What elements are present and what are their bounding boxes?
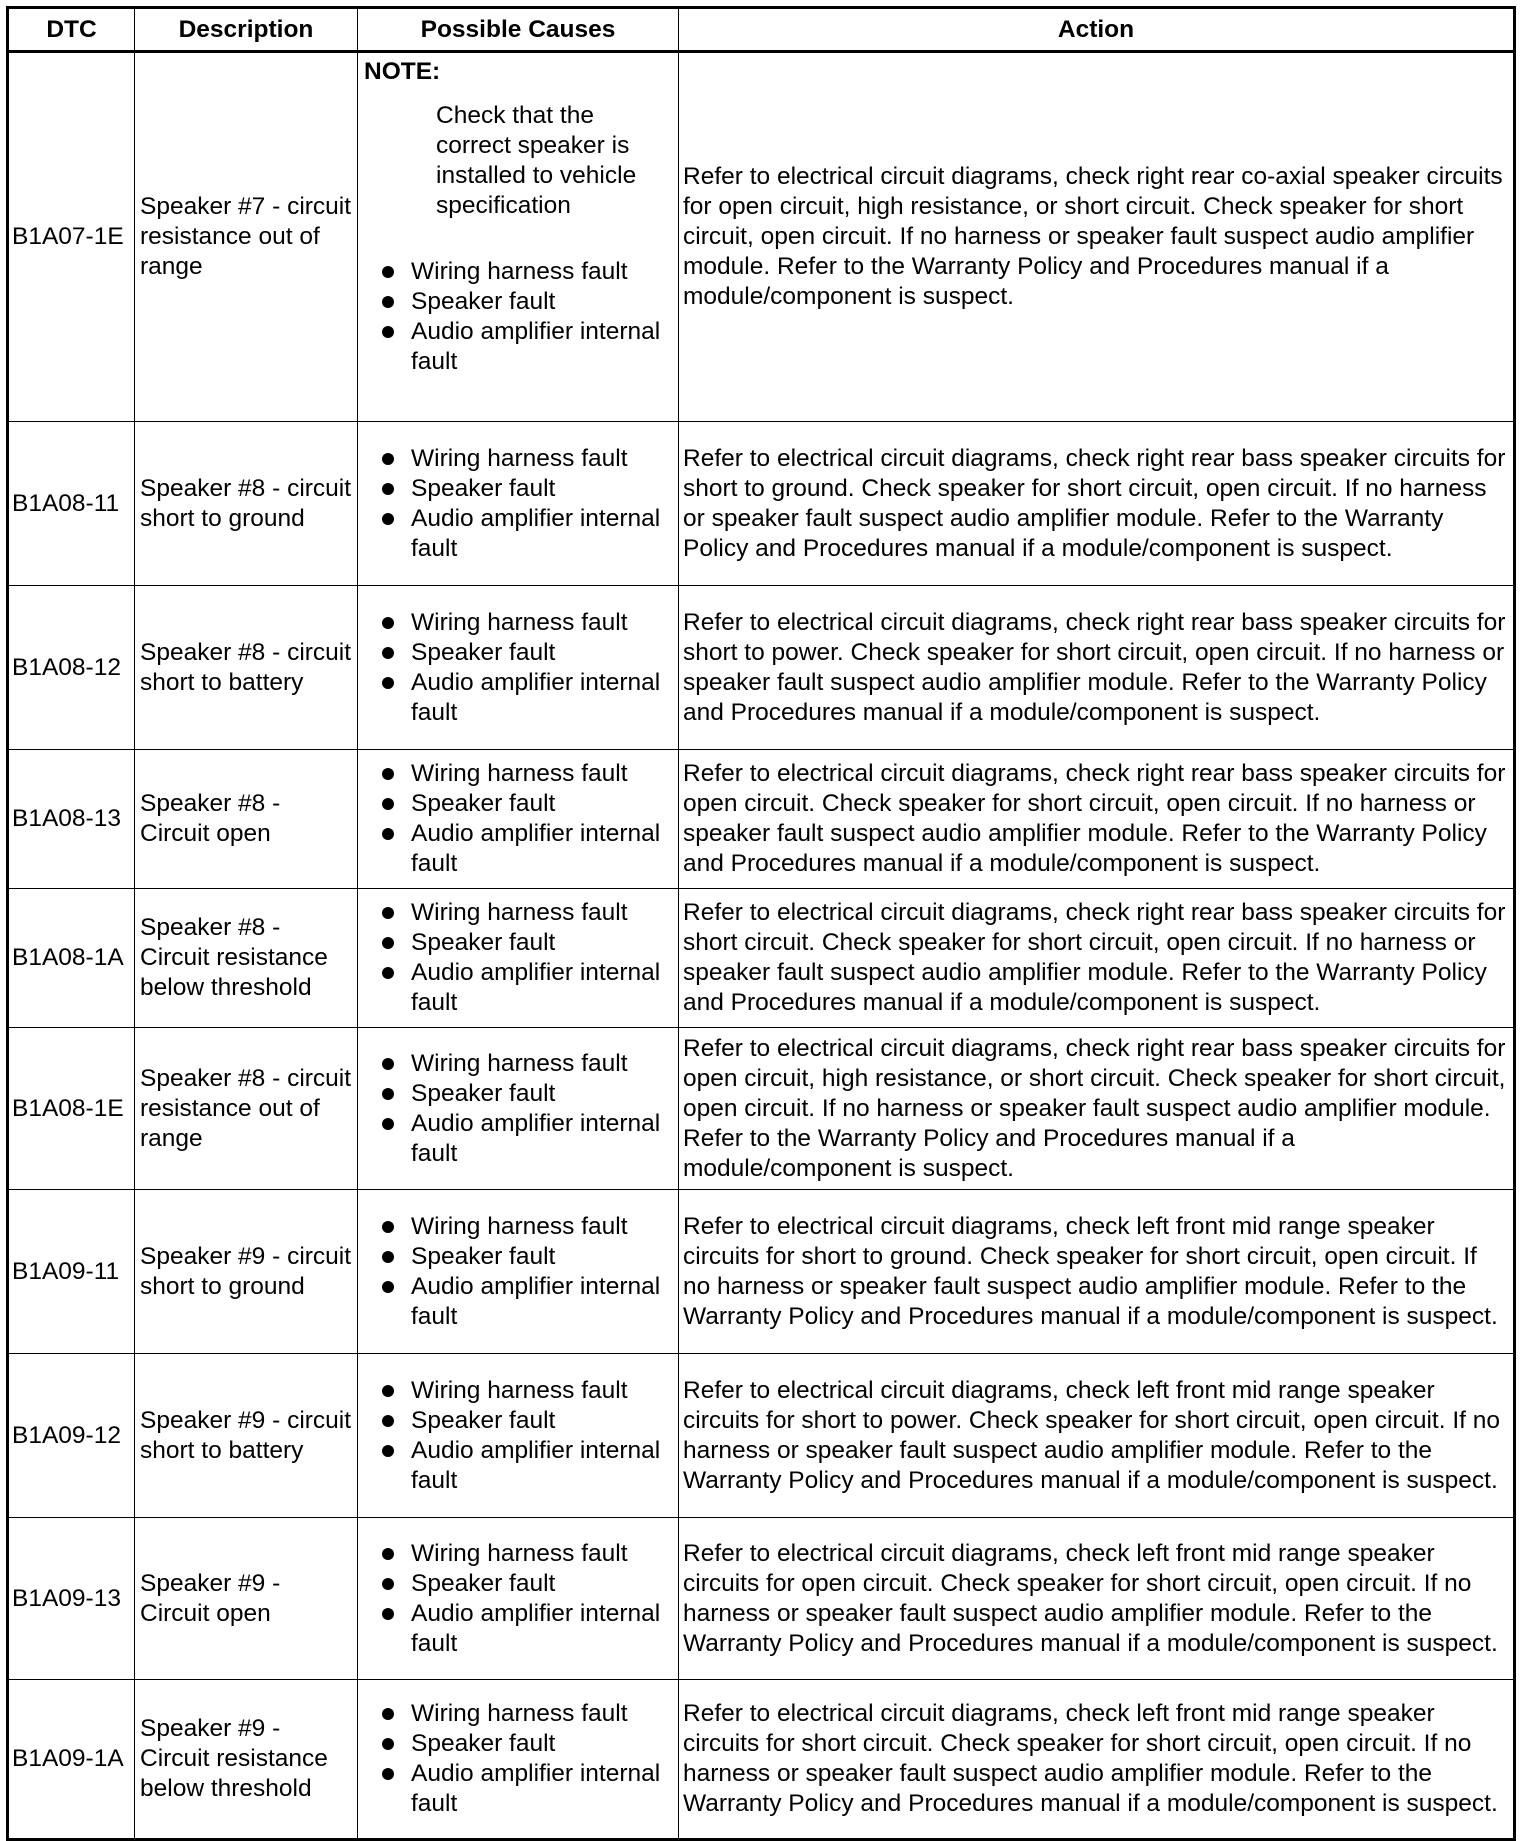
cause-item — [364, 1242, 672, 1272]
cause-text: Speaker fault — [411, 1730, 556, 1757]
bullet-icon — [382, 453, 394, 465]
possible-causes — [358, 1680, 679, 1840]
cause-item — [364, 1079, 672, 1109]
bullet-icon — [382, 483, 394, 495]
table-row — [8, 1680, 1515, 1840]
cause-item — [364, 819, 672, 879]
bullet-icon — [382, 1445, 394, 1457]
dtc-code: B1A07-1E — [8, 52, 135, 422]
cause-text: Audio amplifier internal fault — [411, 1760, 661, 1817]
cause-text: Speaker fault — [411, 474, 556, 502]
cause-item — [364, 668, 672, 728]
table-row — [8, 750, 1515, 889]
description: Speaker #8 - circuit short to battery — [135, 586, 358, 750]
bullet-icon — [382, 967, 394, 979]
cause-text: Speaker fault — [411, 288, 556, 315]
description: Speaker #8 - circuit short to ground — [135, 422, 358, 586]
description: Speaker #9 - Circuit open — [135, 1518, 358, 1680]
cause-text: Audio amplifier internal fault — [411, 820, 661, 877]
bullet-icon — [382, 1088, 394, 1100]
note-label: NOTE: — [364, 58, 441, 85]
cause-text: Audio amplifier internal fault — [411, 1436, 661, 1494]
cause-item — [364, 1212, 672, 1242]
cause-item — [364, 1729, 672, 1759]
dtc-code: B1A08-1E — [8, 1028, 135, 1190]
causes-list — [364, 1212, 672, 1332]
cause-item — [364, 287, 672, 317]
causes-list — [364, 759, 672, 879]
cause-item — [364, 1569, 672, 1599]
bullet-icon — [382, 1548, 394, 1560]
cause-text: Audio amplifier internal fault — [411, 1109, 661, 1167]
dtc-code: B1A09-13 — [8, 1518, 135, 1680]
cause-item — [364, 608, 672, 638]
cause-item — [364, 1759, 672, 1819]
bullet-icon — [382, 937, 394, 949]
bullet-icon — [382, 296, 394, 308]
bullet-icon — [382, 1738, 394, 1750]
cause-text: Speaker fault — [411, 1569, 556, 1597]
action-text: Refer to electrical circuit diagrams, check left front mid range speaker circuits for short circuit. Check speaker for short circuit, open circuit. If no harness or speaker fault suspect audio amplifier module. Refer to the Warranty Policy and Procedures manual if a module/component is suspect. — [679, 1680, 1515, 1840]
cause-item — [364, 1436, 672, 1496]
bullet-icon — [382, 677, 394, 689]
action-text: Refer to electrical circuit diagrams, check left front mid range speaker circuits for short to ground. Check speaker for short circuit, open circuit. If no harness or speaker fault suspect audio amplifier module. Refer to the Warranty Policy and Procedures manual if a module/component is suspect. — [679, 1190, 1515, 1354]
bullet-icon — [382, 1251, 394, 1263]
header-row — [8, 8, 1515, 52]
cause-item — [364, 444, 672, 474]
cause-text: Audio amplifier internal fault — [411, 959, 661, 1016]
causes-list — [364, 1539, 672, 1659]
possible-causes — [358, 52, 679, 422]
bullet-icon — [382, 1768, 394, 1780]
cause-item — [364, 759, 672, 789]
cause-text: Wiring harness fault — [411, 444, 628, 472]
description: Speaker #9 - circuit short to ground — [135, 1190, 358, 1354]
cause-text: Audio amplifier internal fault — [411, 504, 661, 562]
bullet-icon — [382, 1608, 394, 1620]
possible-causes — [358, 586, 679, 750]
table-row — [8, 1028, 1515, 1190]
dtc-code: B1A08-13 — [8, 750, 135, 889]
causes-list — [364, 898, 672, 1018]
description: Speaker #8 - Circuit resistance below threshold — [135, 889, 358, 1028]
bullet-icon — [382, 1281, 394, 1293]
bullet-icon — [382, 1118, 394, 1130]
cause-text: Speaker fault — [411, 929, 556, 956]
cause-text: Audio amplifier internal fault — [411, 1272, 661, 1330]
cause-item — [364, 1539, 672, 1569]
bullet-icon — [382, 647, 394, 659]
cause-item — [364, 1406, 672, 1436]
table-row — [8, 52, 1515, 422]
bullet-icon — [382, 768, 394, 780]
table-row — [8, 1190, 1515, 1354]
cause-text: Wiring harness fault — [411, 1212, 628, 1240]
possible-causes — [358, 1190, 679, 1354]
bullet-icon — [382, 798, 394, 810]
cause-text: Wiring harness fault — [411, 1049, 628, 1077]
dtc-code: B1A08-12 — [8, 586, 135, 750]
cause-item — [364, 257, 672, 287]
bullet-icon — [382, 617, 394, 629]
header-possible-causes: Possible Causes — [358, 8, 679, 52]
cause-item — [364, 1699, 672, 1729]
description: Speaker #8 - circuit resistance out of range — [135, 1028, 358, 1190]
description: Speaker #9 - circuit short to battery — [135, 1354, 358, 1518]
cause-text: Audio amplifier internal fault — [411, 668, 661, 726]
cause-text: Speaker fault — [411, 1242, 556, 1270]
header-action: Action — [679, 8, 1515, 52]
table-row — [8, 422, 1515, 586]
cause-text: Speaker fault — [411, 790, 556, 817]
cause-item — [364, 789, 672, 819]
header-dtc: DTC — [8, 8, 135, 52]
bullet-icon — [382, 1415, 394, 1427]
cause-text: Wiring harness fault — [411, 608, 628, 636]
cause-text: Wiring harness fault — [411, 1700, 628, 1727]
bullet-icon — [382, 1385, 394, 1397]
cause-item — [364, 1376, 672, 1406]
dtc-code: B1A08-1A — [8, 889, 135, 1028]
cause-text: Wiring harness fault — [411, 1376, 628, 1404]
cause-item — [364, 504, 672, 564]
cause-item — [364, 1272, 672, 1332]
table-row — [8, 1518, 1515, 1680]
bullet-icon — [382, 266, 394, 278]
possible-causes — [358, 1518, 679, 1680]
action-text: Refer to electrical circuit diagrams, check right rear co-axial speaker circuits for open circuit, high resistance, or short circuit. Check speaker for short circuit, open circuit. If no harness or speaker fault suspect audio amplifier module. Refer to the Warranty Policy and Procedures manual if a module/component is suspect. — [679, 52, 1515, 422]
causes-list — [364, 257, 672, 377]
bullet-icon — [382, 907, 394, 919]
cause-item — [364, 1599, 672, 1659]
action-text: Refer to electrical circuit diagrams, check right rear bass speaker circuits for open circuit. Check speaker for short circuit, open circuit. If no harness or speaker fault suspect audio amplifier module. Refer to the Warranty Policy and Procedures manual if a module/component is suspect. — [679, 750, 1515, 889]
action-text: Refer to electrical circuit diagrams, check right rear bass speaker circuits for short to power. Check speaker for short circuit, open circuit. If no harness or speaker fault suspect audio amplifier module. Refer to the Warranty Policy and Procedures manual if a module/component is suspect. — [679, 586, 1515, 750]
dtc-code: B1A09-11 — [8, 1190, 135, 1354]
cause-text: Wiring harness fault — [411, 258, 628, 285]
cause-text: Wiring harness fault — [411, 899, 628, 926]
cause-text: Wiring harness fault — [411, 760, 628, 787]
causes-list — [364, 1049, 672, 1169]
possible-causes — [358, 750, 679, 889]
description: Speaker #7 - circuit resistance out of range — [135, 52, 358, 422]
action-text: Refer to electrical circuit diagrams, check left front mid range speaker circuits for open circuit. Check speaker for short circuit, open circuit. If no harness or speaker fault suspect audio amplifier module. Refer to the Warranty Policy and Procedures manual if a module/component is suspect. — [679, 1518, 1515, 1680]
cause-item — [364, 474, 672, 504]
cause-item — [364, 898, 672, 928]
possible-causes — [358, 1354, 679, 1518]
bullet-icon — [382, 1578, 394, 1590]
dtc-code: B1A09-12 — [8, 1354, 135, 1518]
dtc-code: B1A09-1A — [8, 1680, 135, 1840]
cause-item — [364, 928, 672, 958]
bullet-icon — [382, 1708, 394, 1720]
cause-item — [364, 1049, 672, 1079]
cause-text: Audio amplifier internal fault — [411, 318, 661, 375]
bullet-icon — [382, 513, 394, 525]
possible-causes — [358, 889, 679, 1028]
causes-list — [364, 444, 672, 564]
cause-text: Audio amplifier internal fault — [411, 1599, 661, 1657]
cause-item — [364, 1109, 672, 1169]
causes-list — [364, 1699, 672, 1819]
table-row — [8, 1354, 1515, 1518]
bullet-icon — [382, 326, 394, 338]
possible-causes — [358, 422, 679, 586]
description: Speaker #9 - Circuit resistance below threshold — [135, 1680, 358, 1840]
dtc-table — [6, 6, 1516, 1841]
cause-text: Speaker fault — [411, 638, 556, 666]
cause-item — [364, 317, 672, 377]
bullet-icon — [382, 1058, 394, 1070]
table-body — [8, 52, 1515, 1840]
action-text: Refer to electrical circuit diagrams, check right rear bass speaker circuits for short circuit. Check speaker for short circuit, open circuit. If no harness or speaker fault suspect audio amplifier module. Refer to the Warranty Policy and Procedures manual if a module/component is suspect. — [679, 889, 1515, 1028]
bullet-icon — [382, 1221, 394, 1233]
causes-list — [364, 608, 672, 728]
table-row — [8, 586, 1515, 750]
action-text: Refer to electrical circuit diagrams, check right rear bass speaker circuits for open circuit, high resistance, or short circuit. Check speaker for short circuit, open circuit. If no harness or speaker fault suspect audio amplifier module. Refer to the Warranty Policy and Procedures manual if a module/component is suspect. — [679, 1028, 1515, 1190]
causes-list — [364, 1376, 672, 1496]
cause-item — [364, 638, 672, 668]
cause-text: Speaker fault — [411, 1406, 556, 1434]
possible-causes — [358, 1028, 679, 1190]
bullet-icon — [382, 828, 394, 840]
action-text: Refer to electrical circuit diagrams, check left front mid range speaker circuits for short to power. Check speaker for short circuit, open circuit. If no harness or speaker fault suspect audio amplifier module. Refer to the Warranty Policy and Procedures manual if a module/component is suspect. — [679, 1354, 1515, 1518]
table-row — [8, 889, 1515, 1028]
note-text: Check that the correct speaker is installed to vehicle specification — [436, 102, 637, 219]
cause-text: Wiring harness fault — [411, 1539, 628, 1567]
action-text: Refer to electrical circuit diagrams, check right rear bass speaker circuits for short to ground. Check speaker for short circuit, open circuit. If no harness or speaker fault suspect audio amplifier module. Refer to the Warranty Policy and Procedures manual if a module/component is suspect. — [679, 422, 1515, 586]
header-description: Description — [135, 8, 358, 52]
description: Speaker #8 - Circuit open — [135, 750, 358, 889]
cause-text: Speaker fault — [411, 1079, 556, 1107]
cause-item — [364, 958, 672, 1018]
dtc-code: B1A08-11 — [8, 422, 135, 586]
